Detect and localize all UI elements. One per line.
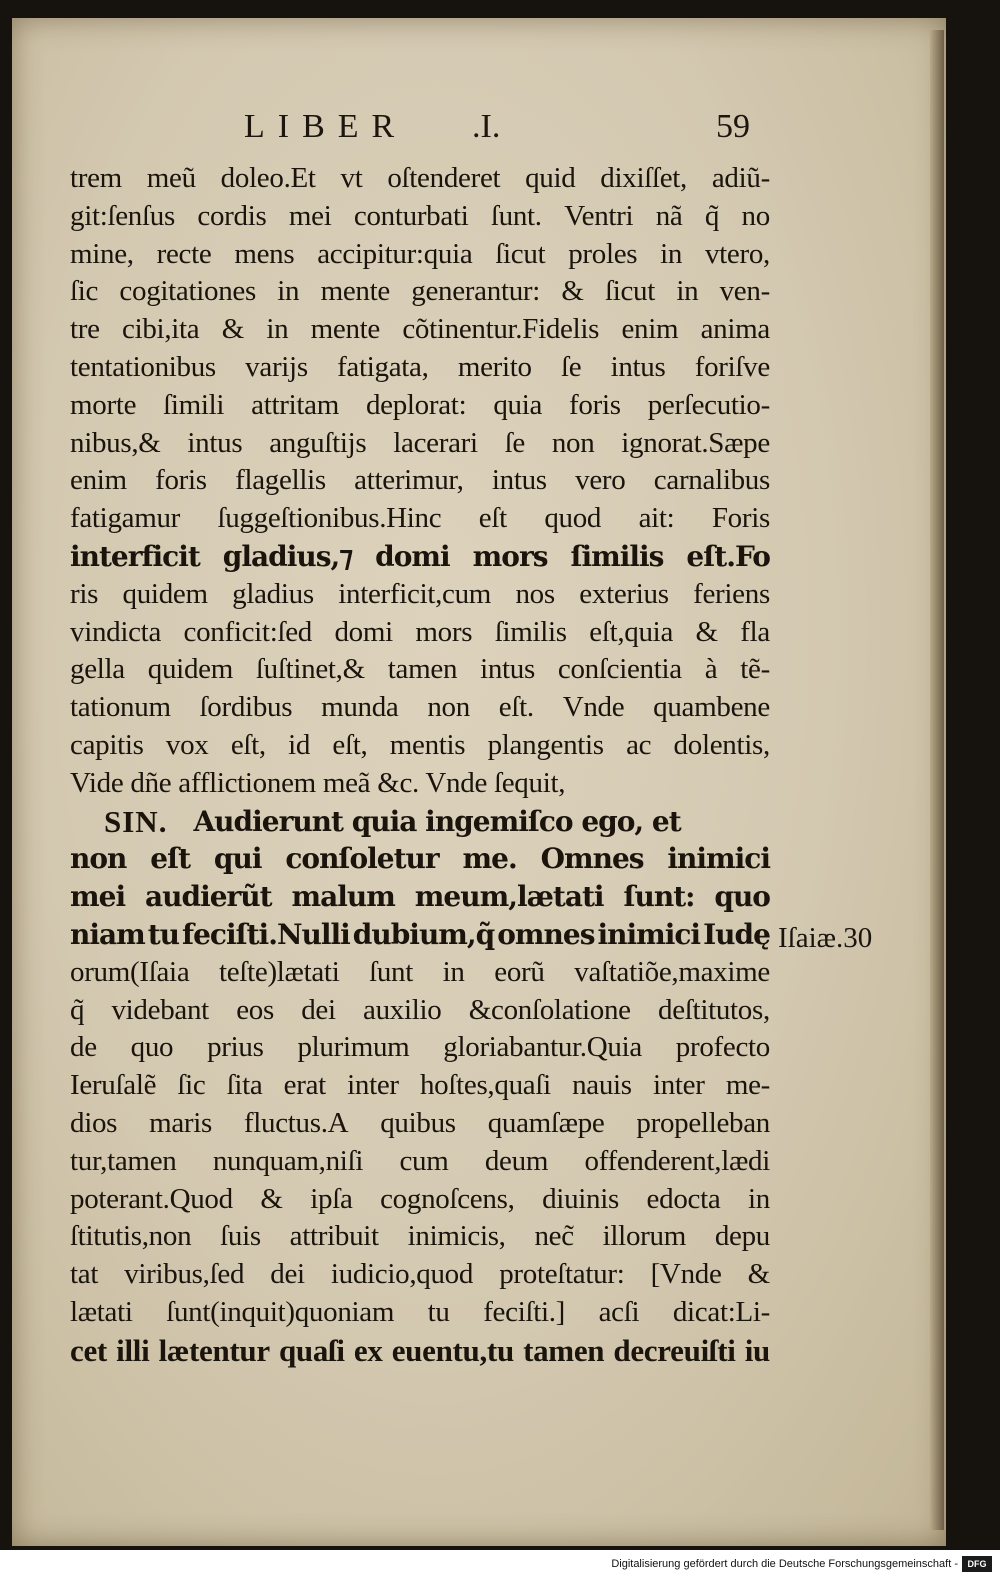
word: nibus,&: [70, 426, 161, 459]
word: accipitur:quia: [317, 237, 473, 270]
word: nos: [515, 577, 555, 610]
word: decreuiſti: [613, 1332, 736, 1368]
speaker-label: SIN.: [104, 803, 168, 839]
word: Ieruſalẽ: [70, 1069, 157, 1102]
word: Iudę: [703, 917, 770, 951]
text-line: [70, 1067, 770, 1105]
word: ſunt:: [623, 880, 695, 914]
word: lætentur: [158, 1332, 270, 1368]
text-line: [70, 273, 770, 311]
word: quambene: [653, 691, 770, 724]
text-line: [70, 462, 770, 500]
word: conficit:ſed: [183, 615, 312, 648]
word: gladius,⁊: [222, 539, 353, 573]
text-line: [70, 954, 770, 992]
word: mente: [320, 275, 390, 308]
word: meũ: [146, 162, 196, 194]
book-number: .I.: [472, 108, 501, 145]
word: &conſolatione: [468, 993, 631, 1026]
word: eos: [236, 993, 274, 1026]
word: mentis: [389, 728, 466, 761]
word: dolentis,: [673, 728, 770, 761]
word: cordis: [197, 199, 267, 232]
word: dubium,q̃: [352, 917, 495, 951]
text-block: [70, 160, 770, 1370]
word: Ventri: [564, 199, 634, 232]
text-line: [70, 198, 770, 236]
word: videbant: [111, 993, 209, 1026]
word: git:ſenſus: [70, 199, 175, 232]
word: ac: [626, 728, 652, 761]
word: tẽ-: [740, 653, 770, 686]
text-line: [70, 1029, 770, 1067]
word: nec̃: [534, 1220, 574, 1253]
word: illi: [116, 1332, 150, 1368]
word: feriens: [693, 577, 770, 610]
word: in: [442, 955, 465, 988]
word: Omnes: [540, 842, 644, 876]
word: eſt,quia: [589, 615, 674, 648]
text-line: [70, 614, 770, 652]
word: iu: [744, 1332, 770, 1368]
word: ſordibus: [199, 691, 293, 724]
word: vero: [575, 464, 626, 497]
word: malum: [291, 880, 395, 914]
word: maris: [149, 1106, 212, 1139]
word: nauis: [572, 1069, 632, 1102]
word: enim: [70, 464, 127, 497]
page-edge: [930, 30, 944, 1530]
word: in: [676, 275, 699, 308]
word: varijs: [245, 350, 308, 383]
word: tu: [147, 917, 180, 951]
word: niam: [70, 917, 145, 951]
word: &: [260, 1182, 283, 1215]
word: carnalibus: [653, 464, 770, 497]
word: deſtitutos,: [658, 993, 770, 1026]
text-line: [70, 916, 770, 954]
word: inimici: [597, 917, 701, 951]
word: me.: [462, 842, 517, 876]
word: eſt.Fo: [686, 539, 770, 573]
word: acſi: [598, 1295, 640, 1328]
word: mens: [234, 237, 295, 270]
text-line: [70, 992, 770, 1030]
word: offenderent,lædi: [584, 1144, 770, 1177]
word: ſicut: [604, 275, 655, 308]
word: &: [695, 615, 718, 648]
marginal-note: Iſaiæ.30: [778, 922, 873, 954]
word: anguſtijs: [269, 426, 367, 459]
text-lines-part-1: [70, 160, 770, 803]
section-opening-text: Audierunt quia ingemiſco ego, et: [193, 804, 681, 838]
word: non: [551, 426, 595, 459]
word: vtero,: [704, 237, 770, 270]
word: conſoletur: [285, 842, 439, 876]
word: illorum: [602, 1220, 686, 1253]
text-line: [70, 349, 770, 387]
word: fluctus.A: [243, 1106, 349, 1139]
word: ſuggeſtionibus.Hinc: [217, 502, 442, 535]
word: foris: [569, 388, 621, 421]
word: intus: [187, 426, 243, 459]
word: mine,: [70, 237, 134, 270]
word: conturbati: [353, 199, 469, 232]
word: ex: [353, 1332, 383, 1368]
text-line: [70, 727, 770, 765]
word: tat: [70, 1258, 99, 1291]
word: inimicis,: [407, 1220, 506, 1253]
text-line: [70, 840, 770, 878]
word: gladius: [232, 577, 314, 610]
word: ſunt(inquit)quoniam: [166, 1295, 395, 1328]
word: eſt,: [230, 728, 266, 761]
word: ſe: [504, 426, 525, 459]
word: euentu,tu: [391, 1332, 514, 1368]
word: enim: [621, 313, 679, 346]
word: meum,lætati: [414, 880, 604, 914]
word: ſimilis: [494, 615, 567, 648]
word: q̃: [70, 993, 85, 1026]
word: exterius: [579, 577, 669, 610]
word: dei: [270, 1258, 305, 1291]
word: &: [747, 1258, 770, 1291]
text-line: [70, 1256, 770, 1294]
word: vindicta: [70, 615, 162, 648]
text-line: [70, 160, 770, 198]
digitization-credit: Digitalisierung gefördert durch die Deutsche Forschungsgemeinschaft -: [611, 1558, 958, 1570]
word: attribuit: [289, 1220, 379, 1253]
word: ſunt: [369, 955, 414, 988]
word: q̃: [704, 199, 720, 232]
word: quidem: [122, 577, 208, 610]
text-line: [70, 500, 770, 538]
word: ſic: [70, 275, 99, 308]
word: ſimilis: [570, 539, 664, 573]
word: inter: [347, 1069, 399, 1102]
word: edocta: [646, 1182, 721, 1215]
word: quaſi: [278, 1332, 345, 1368]
word: fla: [740, 615, 770, 648]
text-lines-part-2: [70, 840, 770, 1369]
word: auxilio: [363, 993, 442, 1026]
word: me-: [725, 1069, 770, 1102]
word: tre: [70, 313, 100, 346]
word: tentationibus: [70, 350, 216, 383]
text-line: [70, 576, 770, 614]
text-line: [70, 651, 770, 689]
word: plurimum: [297, 1031, 410, 1064]
word: eſt: [478, 502, 507, 535]
word: tamen: [523, 1332, 605, 1368]
word: tamen: [387, 653, 458, 686]
word: adiũ-: [711, 162, 770, 194]
word: diuinis: [542, 1182, 619, 1215]
word: quo: [714, 880, 770, 914]
word: deum: [484, 1144, 549, 1177]
word: eſt.: [498, 691, 534, 724]
word: ignorat.Sæpe: [621, 426, 770, 459]
word: trem: [70, 162, 122, 194]
word: generantur:: [411, 275, 541, 308]
word: gloriabantur.Quia: [443, 1031, 642, 1064]
word: perſecutio-: [647, 388, 770, 421]
word: no: [741, 199, 770, 232]
dfg-logo: DFG: [962, 1556, 992, 1572]
word: in: [277, 275, 300, 308]
text-line: [70, 878, 770, 916]
word: ſunt.: [490, 199, 542, 232]
word: ſe: [560, 350, 582, 383]
word: mors: [415, 615, 473, 648]
word: erat: [283, 1069, 326, 1102]
word: interficit: [70, 539, 200, 573]
word: &: [561, 275, 584, 308]
word: proles: [568, 237, 638, 270]
word: quo: [130, 1031, 174, 1064]
word: domi: [334, 615, 393, 648]
word: mente: [310, 313, 380, 346]
word: intus: [610, 350, 666, 383]
word: à: [704, 653, 718, 686]
text-line: [70, 538, 770, 576]
text-line: [70, 1105, 770, 1143]
word: cognoſcens,: [380, 1182, 515, 1215]
word: dicat:Li-: [672, 1295, 770, 1328]
word: atterimur,: [354, 464, 464, 497]
word: orum(Iſaia: [70, 955, 190, 988]
word: ſicut: [495, 237, 546, 270]
word: poterant.Quod: [70, 1182, 233, 1215]
word: quamſæpe: [487, 1106, 605, 1139]
word: Vnde: [562, 691, 625, 724]
text-line: [70, 1181, 770, 1219]
word: plangentis: [487, 728, 604, 761]
word: ris: [70, 577, 99, 610]
word: ven-: [719, 275, 770, 308]
word: quibus: [380, 1106, 456, 1139]
word: quia: [493, 388, 543, 421]
word: intus: [480, 653, 535, 686]
word: feciſti.Nulli: [182, 917, 350, 951]
word: ſic: [177, 1069, 206, 1102]
word: gella: [70, 653, 125, 686]
word: tationum: [70, 691, 171, 724]
word: quidem: [147, 653, 233, 686]
word: propelleban: [636, 1106, 770, 1139]
word: id: [288, 728, 311, 761]
word: foris: [155, 464, 207, 497]
word: feciſti.]: [483, 1295, 566, 1328]
footer-strip: [0, 1550, 1000, 1582]
word: cum: [399, 1144, 449, 1177]
word: nã: [655, 199, 683, 232]
word: non: [70, 842, 127, 876]
word: fatigata,: [337, 350, 429, 383]
word: cõtinentur.Fidelis: [402, 313, 600, 346]
word: inimici: [667, 842, 770, 876]
word: profecto: [675, 1031, 770, 1064]
word: anima: [700, 313, 770, 346]
word: dixiſſet,: [600, 162, 688, 194]
word: teſte)lætati: [219, 955, 340, 988]
word: proteſtatur:: [499, 1258, 625, 1291]
word: ſita: [226, 1069, 263, 1102]
text-line: [70, 1143, 770, 1181]
word: cet: [70, 1332, 107, 1368]
word: Foris: [711, 502, 770, 535]
word: in: [748, 1182, 770, 1215]
word: inter: [652, 1069, 705, 1102]
word: oſtenderet: [387, 162, 501, 194]
word: qui: [213, 842, 262, 876]
word: prius: [207, 1031, 264, 1064]
word: iudicio,quod: [330, 1258, 474, 1291]
word: tur,tamen: [70, 1144, 177, 1177]
word: ſuis: [220, 1220, 261, 1253]
word: intus: [491, 464, 547, 497]
word: &: [221, 313, 244, 346]
word: dios: [70, 1106, 118, 1139]
word: ſuſtinet,&: [255, 653, 365, 686]
text-line: Vide dñe afflictionem meã &c. Vnde ſequit,: [70, 766, 566, 799]
word: de: [70, 1031, 97, 1064]
word: vox: [165, 728, 209, 761]
text-line: [70, 1218, 770, 1256]
word: lætati: [70, 1295, 133, 1328]
word: hoſtes,quaſi: [419, 1069, 551, 1102]
word: interficit,cum: [338, 577, 492, 610]
word: ſimili: [163, 388, 225, 421]
word: merito: [457, 350, 532, 383]
word: foriſve: [694, 350, 770, 383]
word: ipſa: [310, 1182, 353, 1215]
word: in: [266, 313, 289, 346]
word: ait:: [638, 502, 675, 535]
text-line: [70, 387, 770, 425]
word: ſtitutis,non: [70, 1220, 192, 1253]
word: vaſtatiõe,maxime: [574, 955, 770, 988]
running-head: LIBER: [244, 108, 408, 145]
word: capitis: [70, 728, 144, 761]
section-opening-line: [70, 803, 770, 841]
text-line: [70, 689, 770, 727]
word: domi: [375, 539, 450, 573]
word: tu: [427, 1295, 450, 1328]
word: cibi,ita: [122, 313, 200, 346]
word: cogitationes: [119, 275, 256, 308]
word: recte: [156, 237, 212, 270]
word: attritam: [251, 388, 339, 421]
text-line: [70, 236, 770, 274]
word: dei: [301, 993, 336, 1026]
page-number: 59: [716, 108, 750, 145]
word: mors: [472, 539, 548, 573]
word: in: [660, 237, 683, 270]
word: lacerari: [393, 426, 478, 459]
word: [Vnde: [650, 1258, 722, 1291]
word: deplorat:: [365, 388, 467, 421]
word: doleo.Et: [220, 162, 316, 194]
word: munda: [321, 691, 399, 724]
word: mei: [288, 199, 332, 232]
word: eſt,: [332, 728, 368, 761]
word: quod: [544, 502, 602, 535]
word: conſcientia: [557, 653, 682, 686]
word: non: [427, 691, 470, 724]
word: omnes: [497, 917, 595, 951]
word: nunquam,niſi: [212, 1144, 364, 1177]
word: vt: [340, 162, 363, 194]
word: viribus,ſed: [124, 1258, 245, 1291]
text-line: [70, 1294, 770, 1332]
text-line: [70, 311, 770, 349]
word: mei: [70, 880, 126, 914]
word: quid: [525, 162, 576, 194]
text-line: [70, 1332, 770, 1370]
word: fatigamur: [70, 502, 181, 535]
word: flagellis: [235, 464, 326, 497]
word: audierũt: [144, 880, 272, 914]
word: depu: [714, 1220, 770, 1253]
page-header: [0, 108, 1000, 154]
word: eorũ: [494, 955, 545, 988]
word: eſt: [150, 842, 191, 876]
word: morte: [70, 388, 137, 421]
text-line: [70, 425, 770, 463]
